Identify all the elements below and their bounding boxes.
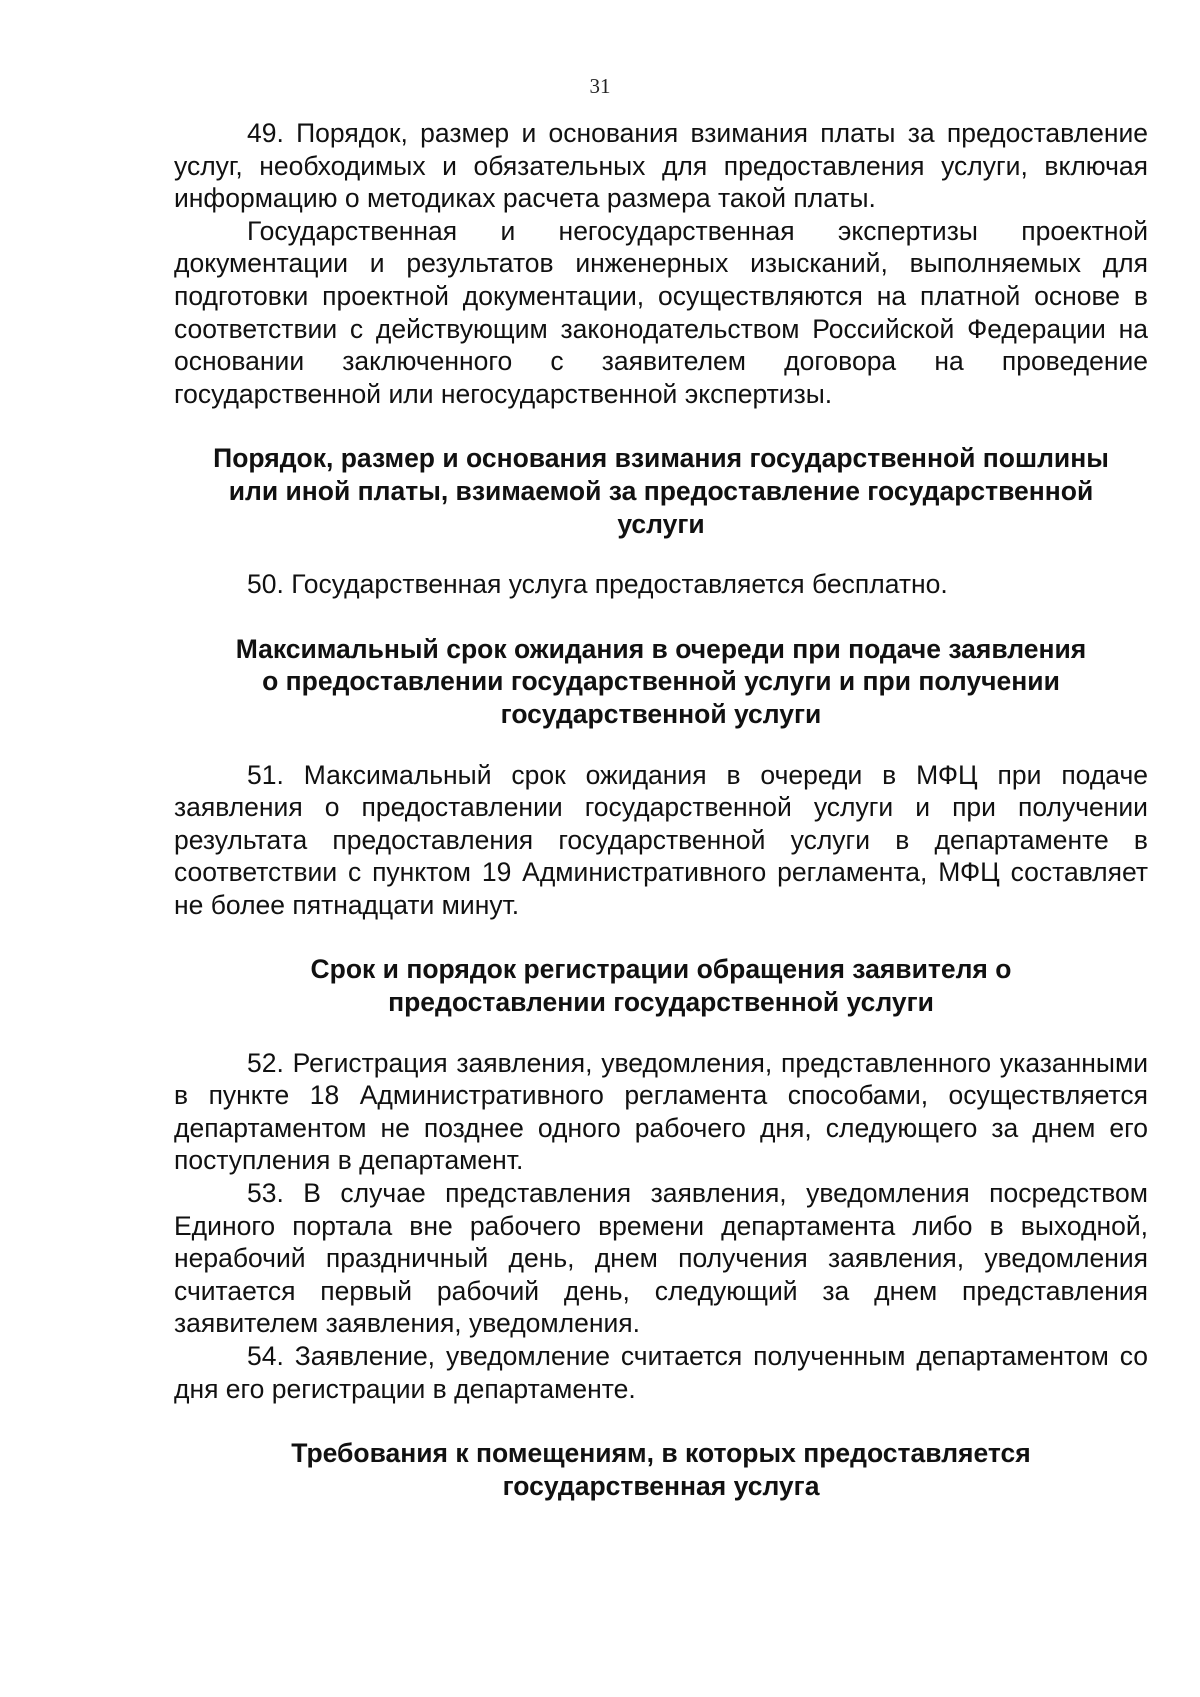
heading-line: Требования к помещениям, в которых предоставляется bbox=[291, 1438, 1031, 1469]
heading-registration bbox=[174, 953, 1148, 1018]
heading-line: государственная услуга bbox=[502, 1470, 820, 1501]
heading-line: Срок и порядок регистрации обращения заявителя о bbox=[310, 954, 1012, 985]
paragraph-53: 53. В случае представления заявления, уведомления посредством Единого портала вне рабочего времени департамента либо в выходной, нерабочий праздничный день, днем получения заявления, уведомления считается первый рабочий день, следующий за днем представления заявителем заявления, уведомления. bbox=[174, 1178, 1148, 1339]
paragraph-54: 54. Заявление, уведомление считается полученным департаментом со дня его регистрации в департаменте. bbox=[174, 1341, 1148, 1404]
heading-line: Порядок, размер и основания взимания государственной пошлины bbox=[213, 443, 1109, 474]
heading-line: или иной платы, взимаемой за предоставление государственной bbox=[228, 475, 1094, 506]
paragraph-50: 50. Государственная услуга предоставляется бесплатно. bbox=[247, 569, 948, 600]
heading-queue-time bbox=[174, 633, 1148, 731]
paragraph-expertise: Государственная и негосударственная экспертизы проектной документации и результатов инженерных изысканий, выполняемых для подготовки проектной документации, осуществляются на платной основе в соответствии с действующим законодательством Российской Федерации на основании заключенного с заявителем договора на проведение государственной или негосударственной экспертизы. bbox=[174, 215, 1148, 409]
page-number: 31 bbox=[589, 74, 611, 98]
heading-line: Максимальный срок ожидания в очереди при подаче заявления bbox=[235, 633, 1087, 664]
paragraph-51: 51. Максимальный срок ожидания в очереди в МФЦ при подаче заявления о предоставлении государственной услуги и при получении результата предоставления государственной услуги в департаменте в соответствии с пунктом 19 Административного регламента, МФЦ составляет не более пятнадцати минут. bbox=[174, 759, 1148, 920]
heading-premises bbox=[174, 1437, 1148, 1502]
heading-line: о предоставлении государственной услуги и при получении bbox=[262, 666, 1060, 697]
paragraph-49: 49. Порядок, размер и основания взимания платы за предоставление услуг, необходимых и обязательных для предоставления услуги, включая информацию о методиках расчета размера такой платы. bbox=[174, 118, 1148, 214]
paragraph-52: 52. Регистрация заявления, уведомления, представленного указанными в пункте 18 Административного регламента способами, осуществляется департаментом не позднее одного рабочего дня, следующего за днем его поступления в департамент. bbox=[174, 1047, 1148, 1176]
heading-line: услуги bbox=[617, 508, 705, 539]
heading-state-fee bbox=[174, 442, 1148, 540]
heading-line: предоставлении государственной услуги bbox=[388, 987, 934, 1018]
document-body bbox=[174, 117, 1148, 1502]
heading-line: государственной услуги bbox=[500, 698, 822, 729]
